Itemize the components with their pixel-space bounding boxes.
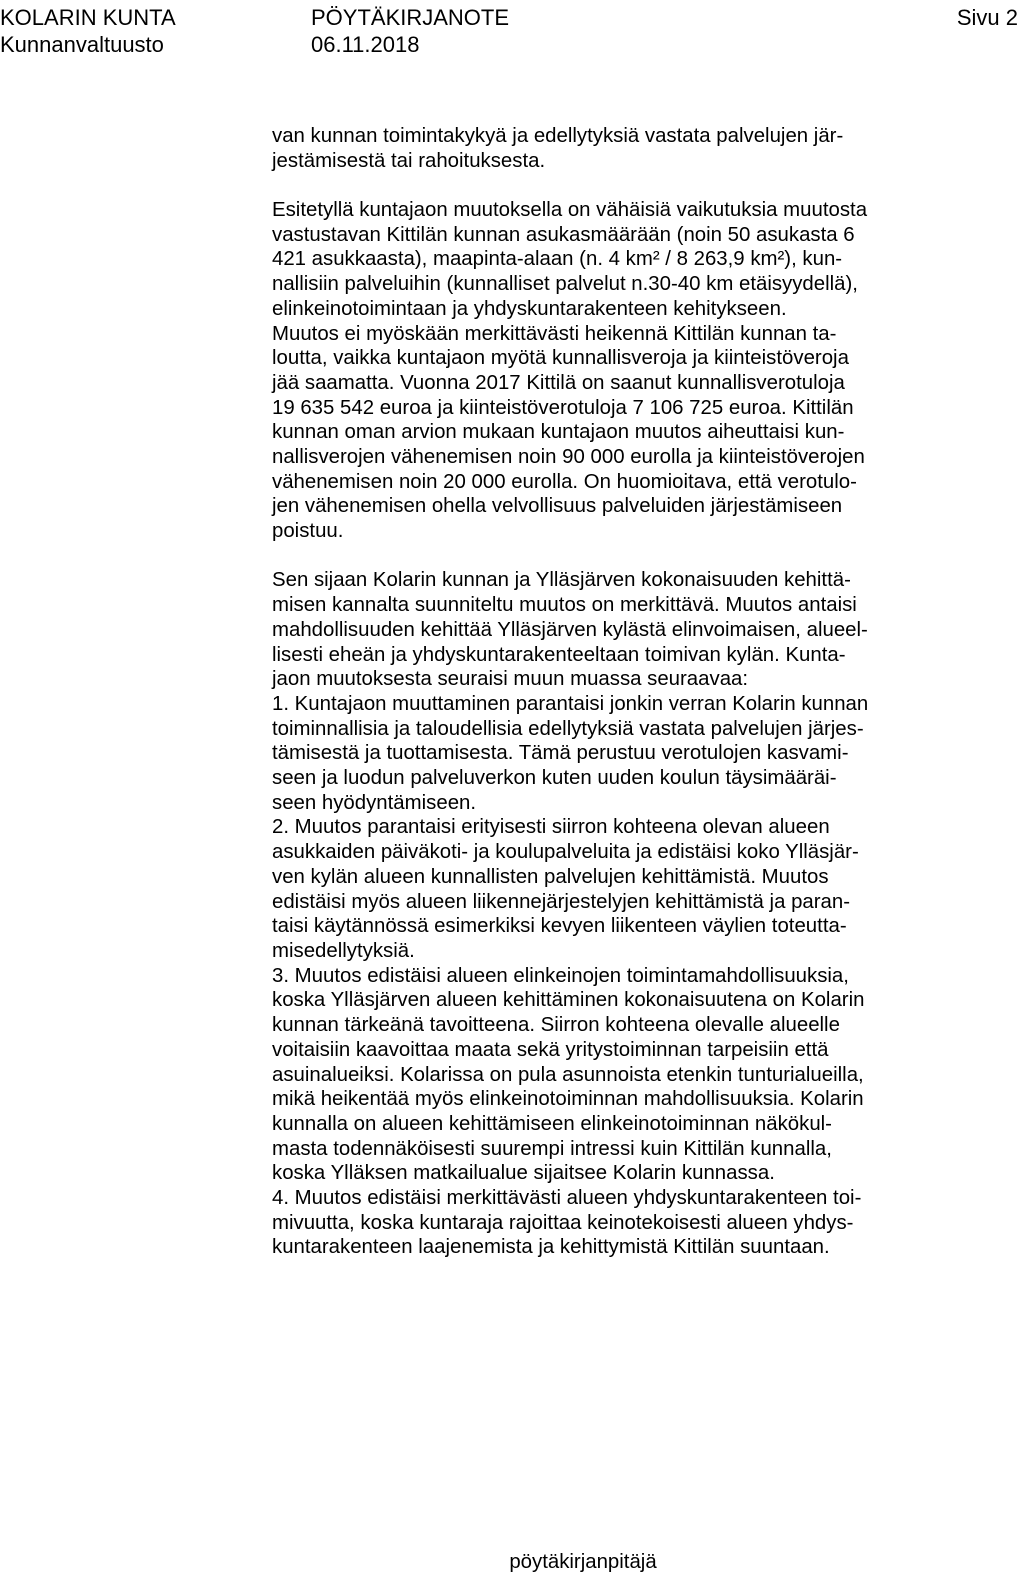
page-footer xyxy=(0,1550,1024,1574)
text-line: 4. Muutos edistäisi merkittävästi alueen yhdyskuntarakenteen toi- xyxy=(272,1187,862,1210)
text-line: misedellytyksiä. xyxy=(272,939,415,962)
text-line: Muutos ei myöskään merkittävästi heikennä Kittilän kunnan ta- xyxy=(272,322,837,345)
text-line: kunnan tärkeänä tavoitteena. Siirron kohteena olevalle alueelle xyxy=(272,1014,840,1037)
header-right xyxy=(957,4,1018,31)
text-line: seen hyödyntämiseen. xyxy=(272,791,477,814)
text-line: 3. Muutos edistäisi alueen elinkeinojen toimintamahdollisuuksia, xyxy=(272,964,849,987)
paragraph xyxy=(272,198,1008,544)
text-line: koska Ylläksen matkailualue sijaitsee Kolarin kunnassa. xyxy=(272,1162,775,1185)
text-line: nallisiin palveluihin (kunnalliset palvelut n.30-40 km etäisyydellä), xyxy=(272,273,858,296)
text-line: voitaisiin kaavoittaa maata sekä yritystoiminnan tarpeisiin että xyxy=(272,1038,829,1061)
text-line: 421 asukkaasta), maapinta-alaan (n. 4 km² / 8 263,9 km²), kun- xyxy=(272,248,843,271)
page-number: Sivu 2 xyxy=(956,5,1018,30)
text-line: jaon muutoksesta seuraisi muun muassa seuraavaa: xyxy=(272,668,749,691)
signature-label: pöytäkirjanpitäjä xyxy=(509,1551,657,1573)
text-line: jestämisestä tai rahoituksesta. xyxy=(272,149,546,172)
text-line: kunnalla on alueen kehittämiseen elinkeinotoiminnan näkökul- xyxy=(272,1112,832,1135)
text-line: mikä heikentää myös elinkeinotoiminnan mahdollisuuksia. Kolarin xyxy=(272,1088,864,1111)
body-name: Kunnanvaltuusto xyxy=(0,32,164,57)
text-line: 19 635 542 euroa ja kiinteistöverotuloja 7 106 725 euroa. Kittilän xyxy=(272,396,854,419)
text-line: seen ja luodun palveluverkon kuten uuden koulun täysimääräi- xyxy=(272,767,837,790)
meeting-date: 06.11.2018 xyxy=(311,32,420,57)
header-middle xyxy=(311,4,509,58)
text-line: lisesti eheän ja yhdyskuntarakenteeltaan toimivan kylän. Kunta- xyxy=(272,643,846,666)
text-line: elinkeinotoimintaan ja yhdyskuntarakenteen kehitykseen. xyxy=(272,297,787,320)
text-line: jen vähenemisen ohella velvollisuus palveluiden järjestämiseen xyxy=(272,495,843,518)
document-type: PÖYTÄKIRJANOTE xyxy=(311,5,510,30)
text-line: nallisverojen vähenemisen noin 90 000 eurolla ja kiinteistöverojen xyxy=(272,446,865,469)
text-line: Sen sijaan Kolarin kunnan ja Ylläsjärven kokonaisuuden kehittä- xyxy=(272,569,851,592)
header-left xyxy=(0,4,176,58)
text-line: tämisestä ja tuottamisesta. Tämä perustuu verotulojen kasvami- xyxy=(272,742,849,765)
text-line: vastustavan Kittilän kunnan asukasmäärään (noin 50 asukasta 6 xyxy=(272,223,855,246)
text-line: mahdollisuuden kehittää Ylläsjärven kylästä elinvoimaisen, alueel- xyxy=(272,618,868,641)
text-line: misen kannalta suunniteltu muutos on merkittävä. Muutos antaisi xyxy=(272,594,857,617)
text-line: kuntarakenteen laajenemista ja kehittymistä Kittilän suuntaan. xyxy=(272,1236,830,1259)
document-body xyxy=(272,124,1008,1285)
text-line: van kunnan toimintakykyä ja edellytyksiä vastata palvelujen jär- xyxy=(272,125,844,147)
text-line: edistäisi myös alueen liikennejärjestelyjen kehittämistä ja paran- xyxy=(272,890,851,913)
text-line: toiminnallisia ja taloudellisia edellytyksiä vastata palvelujen järjes- xyxy=(272,717,864,740)
text-line: asuinalueiksi. Kolarissa on pula asunnoista etenkin tunturialueilla, xyxy=(272,1063,864,1086)
text-line: 1. Kuntajaon muuttaminen parantaisi jonkin verran Kolarin kunnan xyxy=(272,692,869,715)
text-line: masta todennäköisesti suurempi intressi kuin Kittilän kunnalla, xyxy=(272,1137,832,1160)
page-header xyxy=(0,4,1024,64)
text-line: poistuu. xyxy=(272,520,344,543)
text-line: 2. Muutos parantaisi erityisesti siirron kohteena olevan alueen xyxy=(272,816,830,839)
text-line: kunnan oman arvion mukaan kuntajaon muutos aiheuttaisi kun- xyxy=(272,421,845,444)
text-line: loutta, vaikka kuntajaon myötä kunnallisveroja ja kiinteistöveroja xyxy=(272,347,849,370)
text-line: Esitetyllä kuntajaon muutoksella on vähäisiä vaikutuksia muutosta xyxy=(272,199,868,221)
text-line: koska Ylläsjärven alueen kehittäminen kokonaisuutena on Kolarin xyxy=(272,989,865,1012)
organization-name: KOLARIN KUNTA xyxy=(0,5,176,30)
text-line: vähenemisen noin 20 000 eurolla. On huomioitava, että verotulo- xyxy=(272,470,857,493)
text-line: jää saamatta. Vuonna 2017 Kittilä on saanut kunnallisverotuloja xyxy=(272,371,845,394)
paragraph xyxy=(272,124,1008,173)
text-line: taisi käytännössä esimerkiksi kevyen liikenteen väylien toteutta- xyxy=(272,915,847,938)
text-line: mivuutta, koska kuntaraja rajoittaa keinotekoisesti alueen yhdys- xyxy=(272,1211,854,1234)
text-line: asukkaiden päiväkoti- ja koulupalveluita ja edistäisi koko Ylläsjär- xyxy=(272,841,859,864)
text-line: ven kylän alueen kunnallisten palvelujen kehittämistä. Muutos xyxy=(272,865,829,888)
paragraph xyxy=(272,568,1008,1260)
